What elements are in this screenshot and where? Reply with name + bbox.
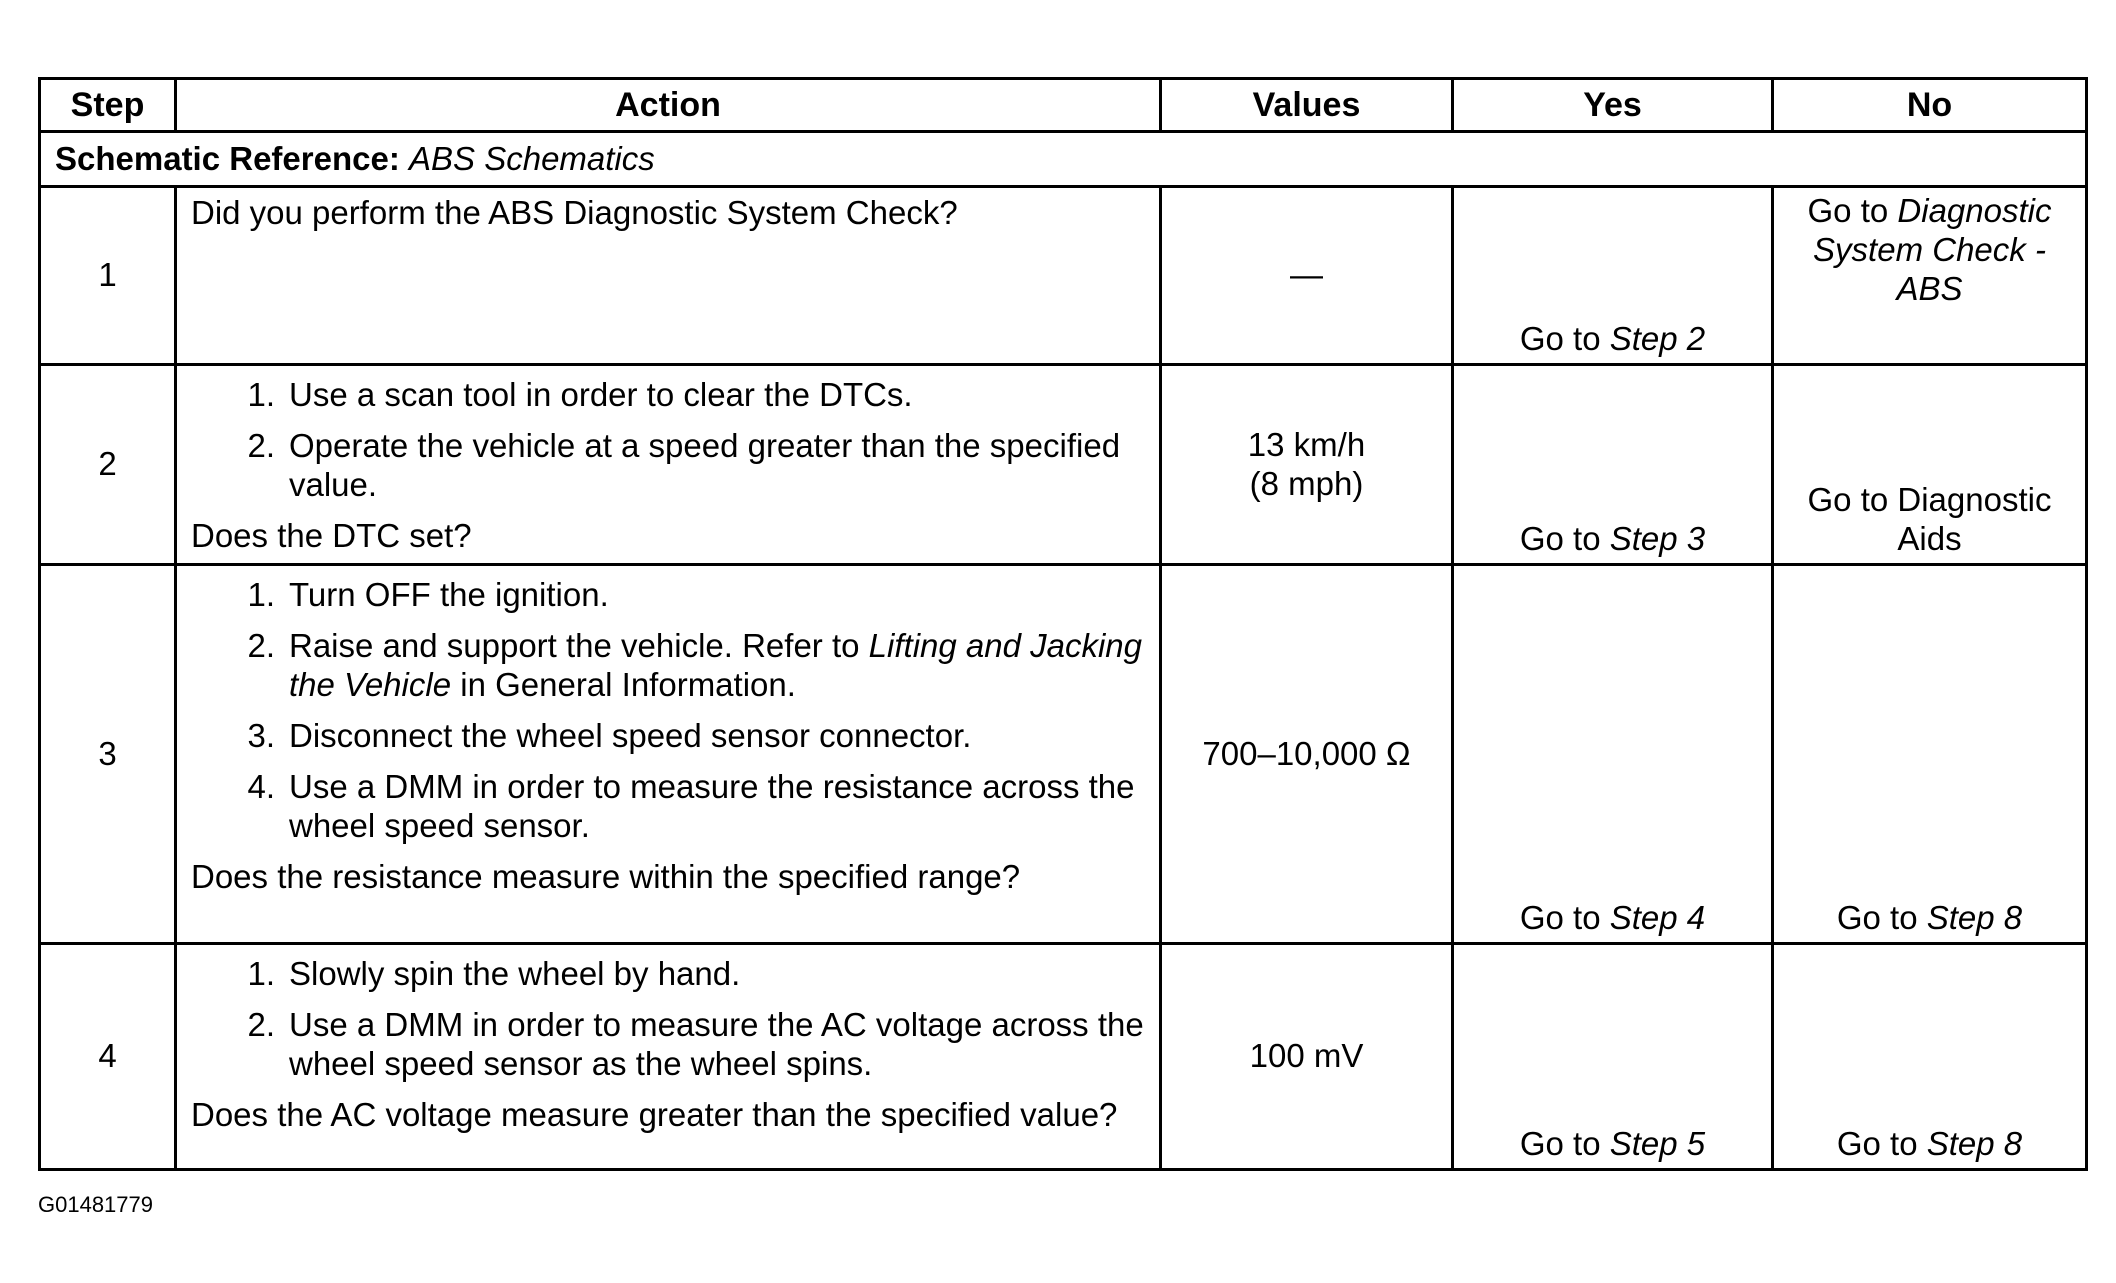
figure-id: G01481779 [38, 1192, 153, 1217]
yes-prefix: Go to [1519, 520, 1601, 558]
header-row [40, 79, 2087, 132]
yes-step-link[interactable]: Step 4 [1609, 899, 1706, 937]
yes-step-link[interactable]: Step 5 [1609, 1125, 1706, 1163]
value-line: (8 mph) [1249, 464, 1364, 502]
header-step: Step [40, 79, 176, 132]
step-number: 3 [40, 565, 176, 944]
schematic-reference-row [40, 132, 2087, 187]
yes-cell [1453, 944, 1773, 1170]
value-cell: — [1161, 187, 1453, 365]
diagnostic-table [38, 77, 2088, 1171]
yes-step-link[interactable]: Step 3 [1609, 520, 1706, 558]
list-item: 2. Raise and support the vehicle. Refer to Lifting and Jacking the Vehicle in General Information. [247, 626, 1143, 703]
header-yes: Yes [1453, 79, 1773, 132]
no-step-link[interactable]: Step 8 [1926, 1125, 2023, 1163]
step-number: 1 [40, 187, 176, 365]
table-row [40, 944, 2087, 1170]
table-row [40, 365, 2087, 565]
action-question: Does the DTC set? [191, 516, 472, 554]
schematic-reference-link[interactable]: ABS Schematics [409, 139, 655, 177]
yes-step-link[interactable]: Step 2 [1609, 320, 1706, 358]
list-item: 1. Use a scan tool in order to clear the DTCs. [247, 376, 913, 413]
no-cell [1773, 187, 2087, 365]
reference-link[interactable]: Lifting and Jacking the Vehicle [289, 626, 1143, 703]
schematic-reference-label: Schematic Reference: [55, 139, 400, 177]
action-list [191, 376, 1145, 505]
no-cell [1773, 944, 2087, 1170]
no-step-link[interactable]: Diagnostic System Check - ABS [1813, 192, 2052, 307]
action-question: Does the resistance measure within the specified range? [191, 857, 1021, 895]
step-number: 4 [40, 944, 176, 1170]
table-row [40, 565, 2087, 944]
list-item: 2. Operate the vehicle at a speed greater than the specified value. [247, 426, 1121, 503]
no-prefix: Go to [1836, 899, 1918, 937]
list-item: 1. Turn OFF the ignition. [247, 576, 609, 613]
action-question: Does the AC voltage measure greater than the specified value? [191, 1095, 1118, 1133]
value-cell: 700–10,000 Ω [1161, 565, 1453, 944]
step-number: 2 [40, 365, 176, 565]
header-no: No [1773, 79, 2087, 132]
header-values: Values [1161, 79, 1453, 132]
list-item: 1. Slowly spin the wheel by hand. [247, 955, 741, 992]
action-list [191, 955, 1145, 1084]
action-cell [176, 565, 1161, 944]
list-item: 4. Use a DMM in order to measure the resistance across the wheel speed sensor. [247, 767, 1135, 844]
yes-prefix: Go to [1519, 1125, 1601, 1163]
list-item: 2. Use a DMM in order to measure the AC voltage across the wheel speed sensor as the wheel spins. [247, 1005, 1144, 1082]
action-question: Did you perform the ABS Diagnostic System Check? [191, 194, 958, 231]
yes-cell [1453, 365, 1773, 565]
no-cell [1773, 565, 2087, 944]
yes-prefix: Go to [1519, 320, 1601, 358]
value-cell: 100 mV [1161, 944, 1453, 1170]
no-cell [1773, 365, 2087, 565]
value-line: 13 km/h [1247, 425, 1366, 463]
action-cell [176, 365, 1161, 565]
schematic-reference-cell [40, 132, 2087, 187]
no-link[interactable]: Go to Diagnostic Aids [1807, 481, 2052, 558]
no-step-link[interactable]: Step 8 [1926, 899, 2023, 937]
yes-prefix: Go to [1519, 899, 1601, 937]
list-item: 3. Disconnect the wheel speed sensor connector. [247, 716, 972, 754]
action-cell [176, 187, 1161, 365]
no-prefix: Go to [1836, 1125, 1918, 1163]
header-action: Action [176, 79, 1161, 132]
table-row [40, 187, 2087, 365]
action-list [191, 576, 1145, 846]
value-cell [1161, 365, 1453, 565]
yes-cell [1453, 565, 1773, 944]
yes-cell [1453, 187, 1773, 365]
action-cell [176, 944, 1161, 1170]
no-prefix: Go to [1807, 192, 1889, 229]
